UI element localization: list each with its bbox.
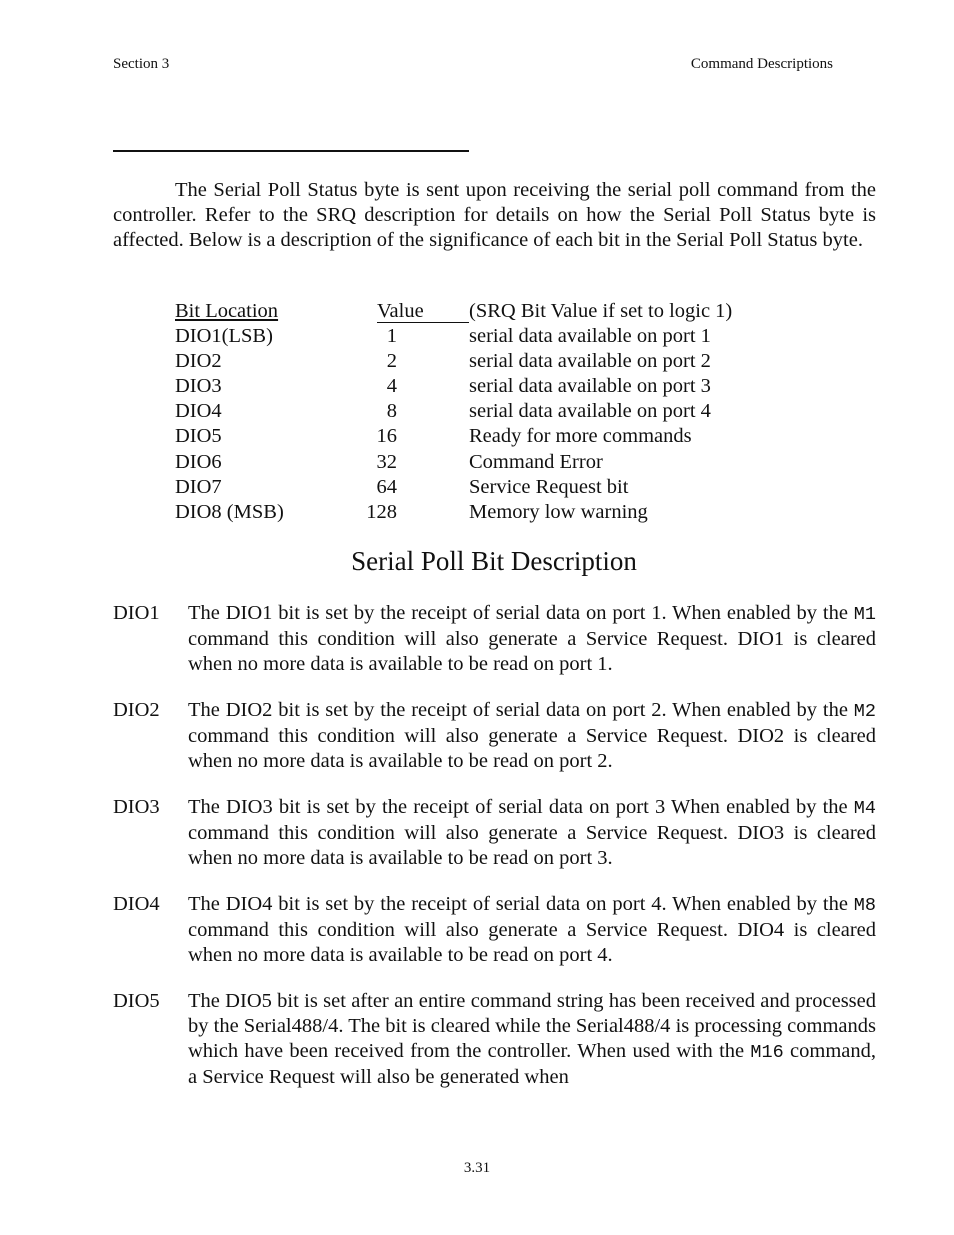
description-label: DIO4: [113, 893, 160, 915]
bit-location-cell: DIO2: [175, 350, 222, 373]
description-label: DIO1: [113, 602, 160, 624]
command-code: M4: [853, 798, 876, 819]
command-code: M1: [853, 604, 876, 625]
command-code: M16: [750, 1042, 784, 1063]
description-dio3: [113, 795, 876, 871]
heading-rule: [113, 150, 469, 152]
page-number: 3.31: [463, 1160, 491, 1176]
description-text: The DIO5 bit is set after an entire command string has been received and processed by the Serial488/4. The bit is cleared while the Serial488/4 is processing commands which have been received from the controller. When used with the M16 command, a Service Request will also be generated when: [188, 990, 876, 1088]
header-section: Section 3: [113, 56, 170, 72]
meaning-cell: serial data available on port 2: [469, 350, 711, 373]
value-cell: 128: [366, 500, 397, 523]
meaning-cell: Command Error: [469, 450, 603, 473]
column-header-bit-location: Bit Location: [175, 300, 279, 322]
description-text: The DIO2 bit is set by the receipt of serial data on port 2. When enabled by the M2 command this condition will also generate a Service Request. DIO2 is cleared when no more data is available to be read on port 2.: [188, 699, 876, 772]
description-dio5: [113, 989, 876, 1090]
meaning-cell: Service Request bit: [469, 475, 629, 498]
bit-location-cell: DIO4: [175, 400, 222, 423]
value-cell: 2: [386, 350, 397, 373]
header-chapter: Command Descriptions: [690, 56, 833, 72]
description-label: DIO2: [113, 699, 160, 721]
value-cell: 8: [386, 400, 397, 423]
column-header-srq: (SRQ Bit Value if set to logic 1): [469, 300, 733, 322]
meaning-cell: serial data available on port 1: [469, 325, 711, 348]
description-text: The DIO1 bit is set by the receipt of serial data on port 1. When enabled by the M1 command this condition will also generate a Service Request. DIO1 is cleared when no more data is available to be read on port 1.: [188, 602, 876, 675]
description-dio1: [113, 601, 876, 677]
description-label: DIO5: [113, 990, 160, 1012]
description-text: The DIO4 bit is set by the receipt of serial data on port 4. When enabled by the M8 command this condition will also generate a Service Request. DIO4 is cleared when no more data is available to be read on port 4.: [188, 893, 876, 966]
intro-paragraph: The Serial Poll Status byte is sent upon receiving the serial poll command from the controller. Refer to the SRQ description for details on how the Serial Poll Status byte is affected. Below is a description of the significance of each bit in the Serial Poll Status byte.: [113, 179, 876, 251]
meaning-cell: serial data available on port 4: [469, 400, 711, 423]
description-dio4: [113, 892, 876, 968]
bit-location-cell: DIO7: [175, 475, 222, 498]
meaning-cell: Memory low warning: [469, 500, 648, 523]
description-label: DIO3: [113, 796, 160, 818]
value-cell: 32: [376, 450, 397, 473]
bit-location-cell: DIO6: [175, 450, 222, 473]
column-header-value: Value: [377, 299, 469, 323]
meaning-cell: serial data available on port 3: [469, 375, 711, 398]
value-cell: 1: [386, 325, 397, 348]
description-text: The DIO3 bit is set by the receipt of serial data on port 3 When enabled by the M4 command this condition will also generate a Service Request. DIO3 is cleared when no more data is available to be read on port 3.: [188, 796, 876, 869]
value-cell: 64: [376, 475, 397, 498]
value-cell: 4: [386, 375, 397, 398]
value-cell: 16: [376, 425, 397, 448]
bit-location-cell: DIO5: [175, 425, 222, 448]
description-dio2: [113, 698, 876, 774]
command-code: M2: [853, 701, 876, 722]
bit-location-cell: DIO3: [175, 375, 222, 398]
command-code: M8: [853, 895, 876, 916]
meaning-cell: Ready for more commands: [469, 425, 692, 448]
bit-location-cell: DIO1(LSB): [175, 325, 273, 348]
bit-location-cell: DIO8 (MSB): [175, 500, 284, 523]
section-title: Serial Poll Bit Description: [351, 546, 637, 576]
